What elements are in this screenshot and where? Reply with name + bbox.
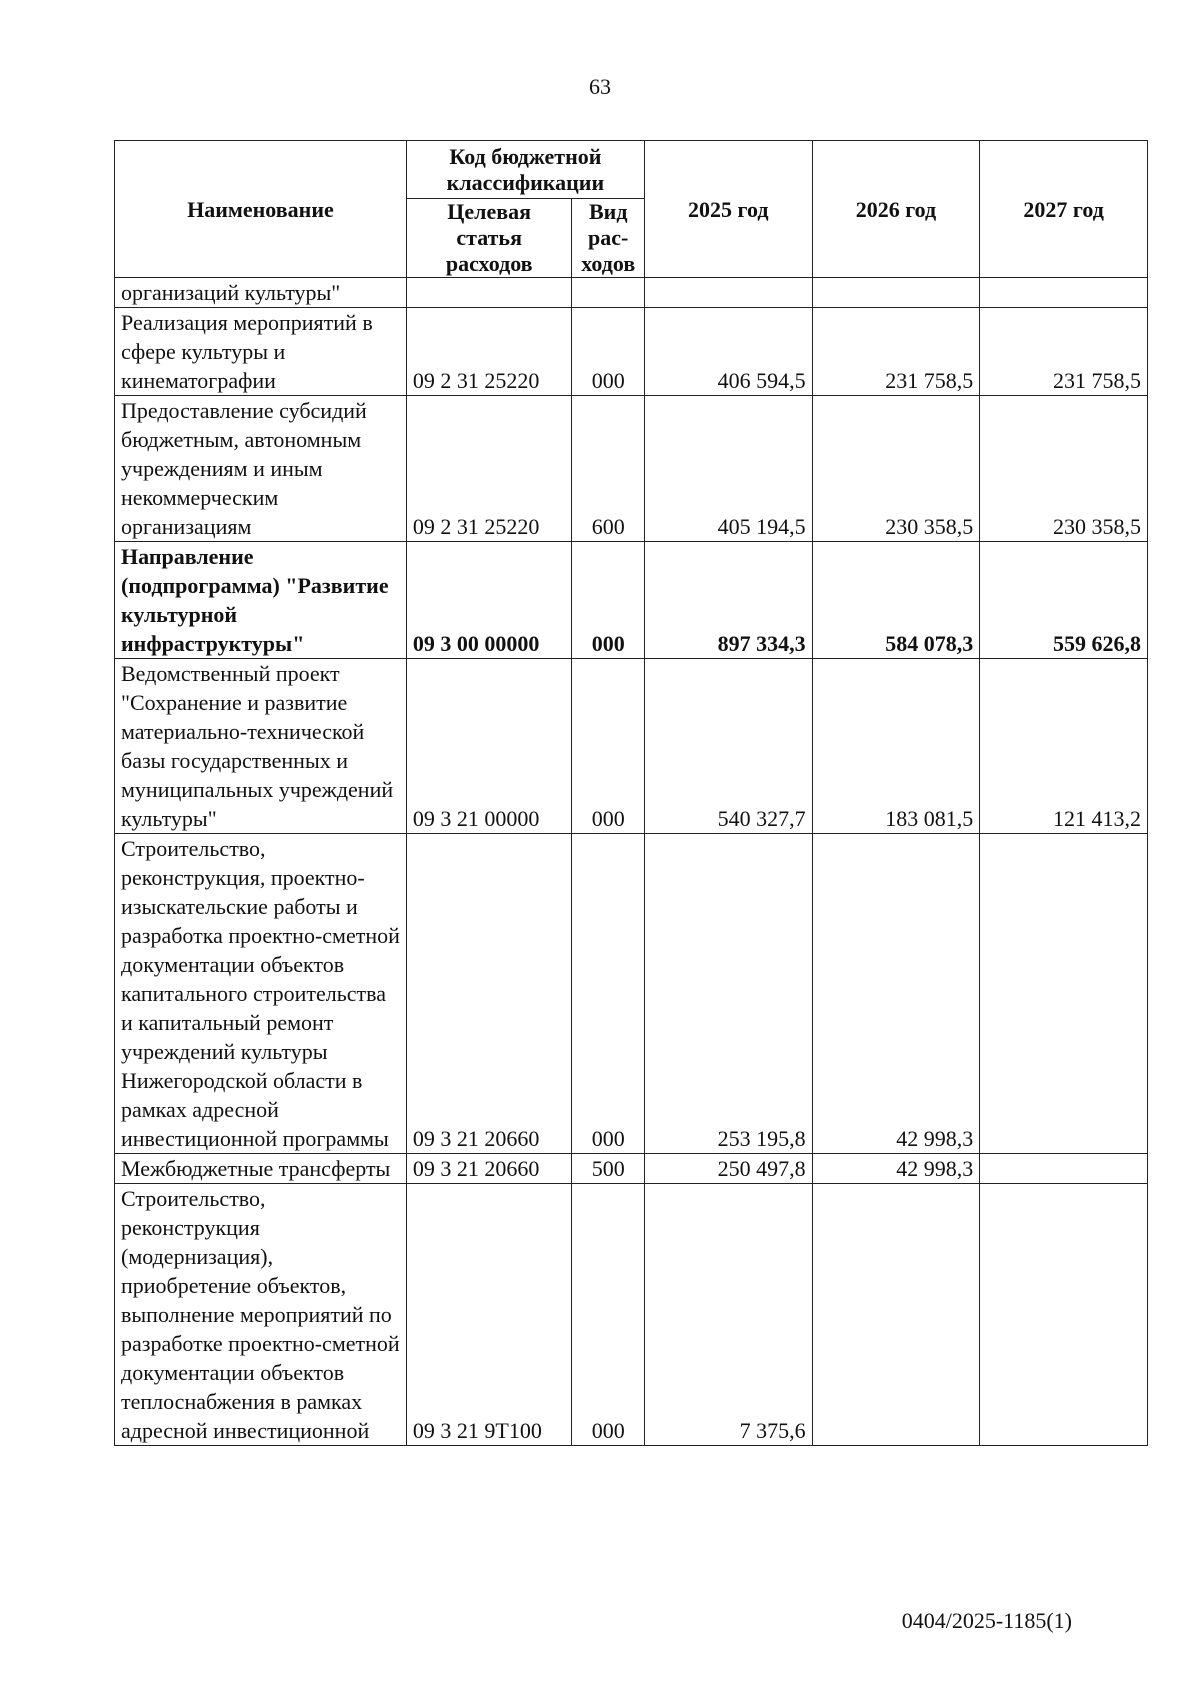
- row-value-2025: 406 594,5: [644, 308, 812, 396]
- row-value-2026: [812, 1184, 980, 1446]
- row-value-2026: 230 358,5: [812, 396, 980, 542]
- document-code: 0404/2025-1185(1): [901, 1608, 1072, 1633]
- row-name: Межбюджетные трансферты: [115, 1154, 407, 1184]
- row-name: Предоставление субсидий бюджетным, автономным учреждениям и иным некоммерческим организациям: [115, 396, 407, 542]
- table-body: [115, 278, 1148, 1446]
- row-value-2027: [980, 278, 1148, 308]
- row-expense-type: [572, 278, 644, 308]
- row-name: Направление (подпрограмма) "Развитие культурной инфраструктуры": [115, 542, 407, 659]
- row-name: Строительство, реконструкция, проектно-изыскательские работы и разработка проектно-сметной документации объектов капитального строительства и капитальный ремонт учреждений культуры Нижегородской области в рамках адресной инвестиционной программы: [115, 834, 407, 1154]
- table-row: [115, 1154, 1148, 1184]
- row-expense-type: 000: [572, 542, 644, 659]
- header-name: Наименование: [115, 141, 407, 278]
- row-value-2027: [980, 1154, 1148, 1184]
- row-expense-type: 500: [572, 1154, 644, 1184]
- row-value-2027: [980, 1184, 1148, 1446]
- row-value-2025: 540 327,7: [644, 659, 812, 834]
- row-expense-type: 000: [572, 1184, 644, 1446]
- row-value-2025: 7 375,6: [644, 1184, 812, 1446]
- table-row: [115, 542, 1148, 659]
- table-row: [115, 278, 1148, 308]
- row-value-2027: 559 626,8: [980, 542, 1148, 659]
- row-value-2025: 250 497,8: [644, 1154, 812, 1184]
- row-target-article: 09 3 21 20660: [406, 834, 572, 1154]
- table-row: [115, 1184, 1148, 1446]
- row-expense-type: 000: [572, 834, 644, 1154]
- row-value-2026: [812, 278, 980, 308]
- row-value-2025: 897 334,3: [644, 542, 812, 659]
- row-value-2027: 231 758,5: [980, 308, 1148, 396]
- row-target-article: 09 3 00 00000: [406, 542, 572, 659]
- table-row: [115, 396, 1148, 542]
- header-expense-type: Вид рас-ходов: [572, 199, 644, 278]
- row-value-2026: 42 998,3: [812, 1154, 980, 1184]
- table-row: [115, 834, 1148, 1154]
- row-value-2026: 231 758,5: [812, 308, 980, 396]
- row-target-article: 09 3 21 20660: [406, 1154, 572, 1184]
- row-value-2027: 121 413,2: [980, 659, 1148, 834]
- header-target-article: Целевая статья расходов: [406, 199, 572, 278]
- row-target-article: 09 3 21 9Т100: [406, 1184, 572, 1446]
- budget-table: [114, 140, 1148, 1446]
- row-name: Ведомственный проект "Сохранение и развитие материально-технической базы государственных и муниципальных учреждений культуры": [115, 659, 407, 834]
- header-code-group: Код бюджетной классификации: [406, 141, 644, 199]
- table-row: [115, 308, 1148, 396]
- row-value-2026: 584 078,3: [812, 542, 980, 659]
- row-target-article: 09 2 31 25220: [406, 308, 572, 396]
- row-name: организаций культуры": [115, 278, 407, 308]
- header-2026: 2026 год: [812, 141, 980, 278]
- header-2025: 2025 год: [644, 141, 812, 278]
- row-name: Реализация мероприятий в сфере культуры и кинематографии: [115, 308, 407, 396]
- row-value-2027: [980, 834, 1148, 1154]
- row-expense-type: 000: [572, 659, 644, 834]
- row-value-2025: [644, 278, 812, 308]
- row-target-article: [406, 278, 572, 308]
- row-expense-type: 000: [572, 308, 644, 396]
- row-value-2025: 253 195,8: [644, 834, 812, 1154]
- row-value-2026: 42 998,3: [812, 834, 980, 1154]
- table-row: [115, 659, 1148, 834]
- row-expense-type: 600: [572, 396, 644, 542]
- header-2027: 2027 год: [980, 141, 1148, 278]
- row-value-2026: 183 081,5: [812, 659, 980, 834]
- row-value-2027: 230 358,5: [980, 396, 1148, 542]
- row-target-article: 09 2 31 25220: [406, 396, 572, 542]
- row-name: Строительство, реконструкция (модернизация), приобретение объектов, выполнение мероприятий по разработке проектно-сметной документации объектов теплоснабжения в рамках адресной инвестиционной: [115, 1184, 407, 1446]
- page-number: 63: [589, 74, 611, 99]
- row-target-article: 09 3 21 00000: [406, 659, 572, 834]
- row-value-2025: 405 194,5: [644, 396, 812, 542]
